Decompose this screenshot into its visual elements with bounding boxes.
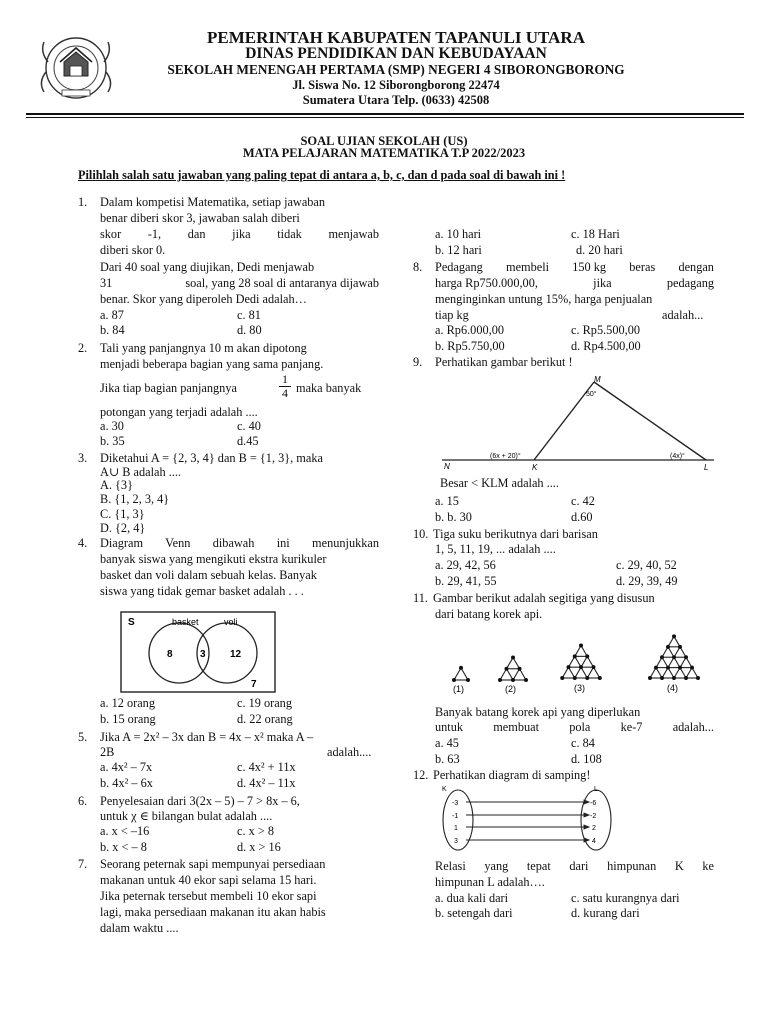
q8-option-a[interactable]: a. Rp6.000,00 [435,323,504,337]
q11-number: 11. [413,591,428,605]
matchstick-head [598,676,602,680]
matchstick-head [573,676,577,680]
q2-line: Jika tiap bagian panjangnya [100,381,237,395]
q1-word: 31 [100,276,113,290]
q12-line-justified [435,859,714,874]
q6-number: 6. [78,794,88,808]
matchstick-head [696,676,700,680]
q3-line: A∪ B adalah .... [100,465,181,479]
matchstick-head [648,676,652,680]
matchstick-head [579,665,583,669]
matchstick-head [654,666,658,670]
q1-line: Dalam kompetisi Matematika, setiap jawaban [100,195,326,209]
q3-option-d[interactable]: D. {2, 4} [100,521,146,535]
matchstick-head [511,678,515,682]
q8-word: jika [593,276,612,290]
q6-option-d[interactable]: d. x > 16 [237,840,281,854]
q10-line: Tiga suku berikutnya dari barisan [433,527,598,541]
q8-word: membeli [506,260,550,274]
matchstick-head [585,654,589,658]
triangle-vertex-m: M [594,375,601,384]
q1-line: diberi skor 0. [100,243,166,257]
q6-option-b[interactable]: b. x < – 8 [100,840,147,854]
header-agency: DINAS PENDIDIKAN DAN KEBUDAYAAN [245,45,547,62]
q5-option-a[interactable]: a. 4x² – 7x [100,760,153,774]
q1-word: tidak [277,227,302,241]
set-l-item: -6 [590,800,597,807]
q7-line: Seorang peternak sapi mempunyai persediaan [100,857,326,871]
q10-option-d[interactable]: d. 29, 39, 49 [616,574,678,588]
pattern-label-2: (2) [505,684,516,694]
q9-line: Perhatikan gambar berikut ! [435,355,573,369]
matchstick-head [690,666,694,670]
q11-line: dari batang korek api. [435,607,543,621]
matchstick-head [518,667,522,671]
q8-word: dengan [678,260,714,274]
q10-number: 10. [413,527,429,541]
q10-option-a[interactable]: a. 29, 42, 56 [435,558,496,572]
q2-option-d[interactable]: d.45 [237,434,259,448]
triangle-figure [436,372,720,472]
matchstick-head [511,655,515,659]
q2-option-a[interactable]: a. 30 [100,419,124,433]
matchstick-head [466,678,470,682]
q2-line: Tali yang panjangnya 10 m akan dipotong [100,341,307,355]
q7-option-c[interactable]: c. 18 Hari [571,227,620,241]
q4-number: 4. [78,536,88,550]
q2-line: potongan yang terjadi adalah .... [100,405,258,419]
q3-option-b[interactable]: B. {1, 2, 3, 4} [100,492,170,506]
arrow-diagram [438,784,618,854]
q11-option-c[interactable]: c. 84 [571,736,595,750]
q1-word: soal, yang 28 soal di antaranya dijawab [185,276,379,290]
q2-option-b[interactable]: b. 35 [100,434,125,448]
matchstick-head [524,678,528,682]
q3-line: Diketahui A = {2, 3, 4} dan B = {1, 3}, maka [100,451,323,465]
q4-option-c[interactable]: c. 19 orang [237,696,292,710]
q4-line: banyak siswa yang mengikuti ekstra kurikuler [100,552,327,566]
q1-word: -1, [147,227,162,241]
q3-option-a[interactable]: A. {3} [100,478,133,492]
q5-line: adalah.... [327,745,372,759]
matchstick-head [592,665,596,669]
triangle-angle-m: 50° [586,391,597,398]
matchstick-triangles [440,628,720,698]
venn-only-voli: 12 [230,649,242,660]
q2-line: menjadi beberapa bagian yang sama panjang. [100,357,324,371]
q8-word: 150 kg [572,260,607,274]
q12-line: Perhatikan diagram di samping! [433,768,591,782]
q12-word: K [674,859,684,873]
q1-number: 1. [78,195,88,209]
q8-word: Pedagang [435,260,483,274]
q12-word: dari [569,859,589,873]
q7-option-b[interactable]: b. 12 hari [435,243,482,257]
q12-option-c[interactable]: c. satu kurangnya dari [571,891,680,905]
matchstick [454,668,461,680]
q1-line: Dari 40 soal yang diujikan, Dedi menjawab [100,260,315,274]
matchstick-head [573,654,577,658]
q8-word: beras [629,260,656,274]
set-k-item: 1 [454,825,458,832]
header-divider [26,113,744,115]
q1-line-justified [100,276,379,291]
matchstick-head [666,645,670,649]
matchstick-head [678,645,682,649]
q11-word: untuk [435,720,464,734]
q3-option-c[interactable]: C. {1, 3} [100,507,145,521]
set-l-item: 2 [592,825,596,832]
q9-option-d[interactable]: d.60 [571,510,593,524]
q1-option-d[interactable]: d. 80 [237,323,262,337]
matchstick-head [505,667,509,671]
q4-line: basket dan voli dalam sebuah kelas. Banyak [100,568,317,582]
matchstick-head [452,678,456,682]
matchstick-head [660,676,664,680]
q2-fraction [279,373,291,400]
q11-word: adalah... [672,720,714,734]
matchstick-head [498,678,502,682]
q12-word: tepat [526,859,551,873]
q10-line: 1, 5, 11, 19, ... adalah .... [435,542,556,556]
q7-line: lagi, maka persediaan makanan itu akan habis [100,905,326,919]
q9-option-a[interactable]: a. 15 [435,494,459,508]
q11-option-a[interactable]: a. 45 [435,736,459,750]
q12-word: ke [702,859,714,873]
triangle-vertex-k: K [532,463,538,472]
matchstick-head [560,676,564,680]
q4-option-d[interactable]: d. 22 orang [237,712,293,726]
pattern-label-4: (4) [667,683,678,693]
q12-option-b[interactable]: b. setengah dari [435,906,513,920]
q1-word: menjawab [328,227,379,241]
q12-number: 12. [413,768,429,782]
header-divider-thin [26,117,744,118]
q8-option-d[interactable]: d. Rp4.500,00 [571,339,641,353]
q2-option-c[interactable]: c. 40 [237,419,261,433]
q12-word: Relasi [435,859,466,873]
exam-subject: MATA PELAJARAN MATEMATIKA T.P 2022/2023 [242,146,526,160]
q8-line-justified [435,260,714,275]
q2-number: 2. [78,341,88,355]
q12-word: himpunan [607,859,657,873]
q12-option-d[interactable]: d. kurang dari [571,906,640,920]
q1-word: dan [187,227,206,241]
matchstick-head [684,655,688,659]
q7-option-d[interactable]: d. 20 hari [576,243,623,257]
venn-both: 3 [200,649,206,660]
q8-number: 8. [413,260,423,274]
q3-number: 3. [78,451,88,465]
q8-line-justified [435,276,714,291]
q12-line: himpunan L adalah…. [435,875,545,889]
q7-number: 7. [78,857,88,871]
q5-line: 2B [100,745,115,759]
matchstick [461,668,468,680]
q4-line: siswa yang tidak gemar basket adalah . . . [100,584,304,598]
q5-option-c[interactable]: c. 4x² + 11x [237,760,296,774]
pattern-label-1: (1) [453,684,464,694]
q5-number: 5. [78,730,88,744]
q1-line: benar. Skor yang diperoleh Dedi adalah… [100,292,307,306]
q1-line: benar diberi skor 3, jawaban salah diberi [100,211,300,225]
q11-word: ke-7 [620,720,643,734]
matchstick-head [672,676,676,680]
q2-fraction-numerator: 1 [279,373,291,387]
q9-option-c[interactable]: c. 42 [571,494,595,508]
q8-option-c[interactable]: c. Rp5.500,00 [571,323,640,337]
q11-word: pola [569,720,591,734]
q4-option-a[interactable]: a. 12 orang [100,696,155,710]
venn-diagram [120,611,276,693]
triangle-angle-l: (4x)° [670,453,685,460]
matchstick-head [660,655,664,659]
venn-outside: 7 [251,679,257,690]
q6-option-a[interactable]: a. x < –16 [100,824,150,838]
set-k-item: -3 [452,800,459,807]
exam-instruction: Pilihlah salah satu jawaban yang paling tepat di antara a, b, c, dan d pada soal di bawah ini ! [78,168,566,182]
matchstick-head [459,666,463,670]
q11-line-justified [435,720,714,735]
matchstick-head [672,655,676,659]
triangle-vertex-n: N [444,462,450,471]
matchstick-head [585,676,589,680]
q11-option-b[interactable]: b. 63 [435,752,460,766]
q7-option-a[interactable]: a. 10 hari [435,227,482,241]
q6-line: Penyelesaian dari 3(2x – 5) – 7 > 8x – 6, [100,794,300,808]
matchstick-head [672,634,676,638]
q7-line: makanan untuk 40 ekor sapi selama 15 hari. [100,873,317,887]
q11-option-d[interactable]: d. 108 [571,752,602,766]
pattern-label-3: (3) [574,683,585,693]
triangle-vertex-l: L [704,463,709,472]
q1-option-a[interactable]: a. 87 [100,308,124,322]
q11-line: Gambar berikut adalah segitiga yang disusun [433,591,655,605]
q6-line: untuk χ ∈ bilangan bulat adalah .... [100,809,273,823]
q2-line: maka banyak [296,381,362,395]
q9-number: 9. [413,355,423,369]
matchstick-head [678,666,682,670]
q8-line: menginginkan untung 15%, harga penjualan [435,292,653,306]
q11-line: Banyak batang korek api yang diperlukan [435,705,641,719]
header-phone: Sumatera Utara Telp. (0633) 42508 [302,93,490,107]
q7-line: Jika peternak tersebut membeli 10 ekor sapi [100,889,317,903]
q5-line: Jika A = 2x² – 3x dan B = 4x – x² maka A – [100,730,314,744]
q10-option-c[interactable]: c. 29, 40, 52 [616,558,677,572]
set-l-label: L [594,786,598,793]
header-government: PEMERINTAH KABUPATEN TAPANULI UTARA [207,28,585,47]
q9-line: Besar < KLM adalah .... [440,476,559,490]
q8-word: pedagang [666,276,714,290]
exam-title: SOAL UJIAN SEKOLAH (US) [300,134,468,148]
matchstick-head [567,665,571,669]
q6-option-c[interactable]: c. x > 8 [237,824,274,838]
venn-universe-label: S [128,617,135,628]
q8-option-b[interactable]: b. Rp5.750,00 [435,339,505,353]
q8-line: adalah... [662,308,704,322]
q2-fraction-denominator: 4 [282,386,288,400]
header-address: Jl. Siswa No. 12 Siborongborong 22474 [292,78,500,92]
q12-word: yang [484,859,509,873]
matchstick-head [579,644,583,648]
q4-option-b[interactable]: b. 15 orang [100,712,156,726]
q1-line-justified [100,227,379,242]
q1-option-c[interactable]: c. 81 [237,308,261,322]
q1-word: jika [232,227,251,241]
q7-line: dalam waktu .... [100,921,179,935]
set-l-item: -2 [590,813,597,820]
set-l-item: 4 [592,838,596,845]
q9-option-b[interactable]: b. b. 30 [435,510,472,524]
q8-line: tiap kg [435,308,469,322]
q10-option-b[interactable]: b. 29, 41, 55 [435,574,497,588]
venn-set1-label: basket [172,617,199,627]
q1-option-b[interactable]: b. 84 [100,323,125,337]
q5-option-b[interactable]: b. 4x² – 6x [100,776,153,790]
set-k-item: 3 [454,838,458,845]
venn-only-basket: 8 [167,649,173,660]
venn-set2-label: voli [224,617,238,627]
q8-word: harga Rp750.000,00, [435,276,538,290]
header-school: SEKOLAH MENENGAH PERTAMA (SMP) NEGERI 4 SIBORONGBORONG [167,62,625,77]
matchstick-head [684,676,688,680]
set-k-label: K [442,786,447,793]
q4-line: Diagram Venn dibawah ini menunjukkan [100,536,379,550]
q1-word: skor [100,227,122,241]
q5-option-d[interactable]: d. 4x² – 11x [237,776,296,790]
triangle-angle-k: (6x + 20)° [490,453,521,460]
q11-word: membuat [493,720,539,734]
matchstick-head [666,666,670,670]
set-k-item: -1 [452,813,459,820]
q12-option-a[interactable]: a. dua kali dari [435,891,509,905]
